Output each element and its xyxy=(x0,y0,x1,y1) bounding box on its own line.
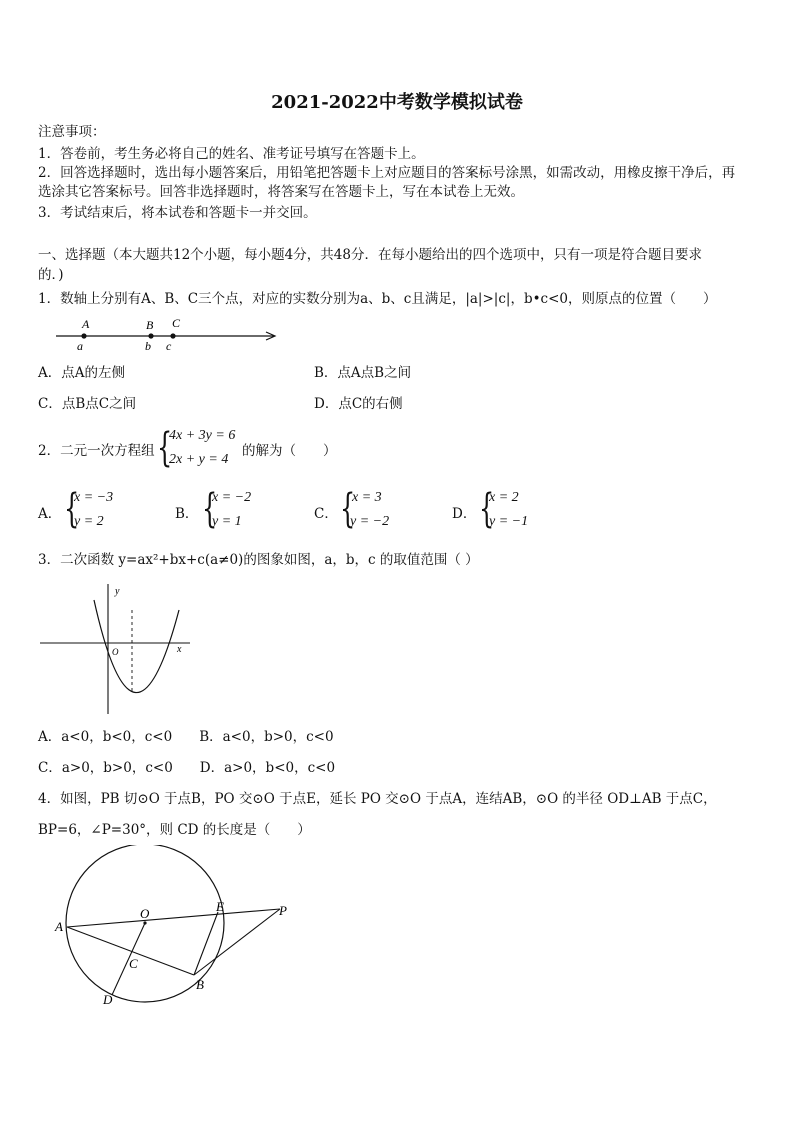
q2-option-d-y: y = −1 xyxy=(489,514,529,529)
circle-tangent-figure xyxy=(50,845,295,1015)
point-c-dot xyxy=(170,333,175,338)
q3-options-row1: A．a<0，b<0，c<0 B．a<0，b>0，c<0 xyxy=(38,729,334,745)
label-a: a xyxy=(77,339,83,353)
label-c: c xyxy=(166,339,172,353)
q4-stem-line1: 4．如图，PB 切⊙O 于点B，PO 交⊙O 于点E，延长 PO 交⊙O 于点A，连结AB，⊙O 的半径 OD⊥AB 于点C， xyxy=(38,791,717,807)
q2-option-d-label: D． xyxy=(452,506,477,522)
label-A: A xyxy=(55,919,63,934)
parabola-curve xyxy=(94,600,179,693)
label-B: B xyxy=(146,318,154,332)
label-D: D xyxy=(103,992,113,1007)
q2-stem-suffix: 的解为（ ） xyxy=(242,443,337,459)
q1-stem: 1．数轴上分别有A、B、C三个点，对应的实数分别为a、b、c且满足，|a|>|c|，b•c<0，则原点的位置（ ） xyxy=(38,291,717,307)
q1-option-b: B．点A点B之间 xyxy=(314,365,412,381)
q2-option-d-x: x = 2 xyxy=(489,490,519,505)
notice-heading: 注意事项： xyxy=(38,124,106,140)
q2-option-b-label: B． xyxy=(175,506,199,522)
brace: { xyxy=(64,486,80,532)
brace: { xyxy=(202,486,218,532)
parabola-figure xyxy=(36,580,196,720)
notice-item: 1．答卷前，考生务必将自己的姓名、准考证号填写在答题卡上。 xyxy=(38,146,425,162)
page-title: 2021-2022中考数学模拟试卷 xyxy=(271,92,523,113)
label-b: b xyxy=(145,339,151,353)
q3-stem: 3．二次函数 y=ax²+bx+c(a≠0)的图象如图，a，b，c 的取值范围（ ） xyxy=(38,552,479,568)
q4-stem-line2: BP=6，∠P=30°，则 CD 的长度是（ ） xyxy=(38,822,311,838)
q2-option-c-label: C． xyxy=(314,506,338,522)
axis-label-y: y xyxy=(115,586,120,597)
label-A: A xyxy=(82,317,90,331)
q3-options-row2: C．a>0，b>0，c<0 D．a>0，b<0，c<0 xyxy=(38,760,336,776)
origin-label: O xyxy=(112,647,119,657)
label-O: O xyxy=(140,906,150,921)
q2-equation-1: 4x + 3y = 6 xyxy=(169,428,236,443)
q2-option-a-y: y = 2 xyxy=(74,514,104,529)
center-dot xyxy=(143,921,146,924)
label-C: C xyxy=(172,316,181,330)
brace: { xyxy=(479,486,495,532)
label-P: P xyxy=(279,903,287,918)
q2-equation-2: 2x + y = 4 xyxy=(169,452,229,467)
notice-item: 2．回答选择题时，选出每小题答案后，用铅笔把答题卡上对应题目的答案标号涂黑，如需改动，用橡皮擦干净后，再 xyxy=(38,165,736,181)
q2-stem-prefix: 2．二元一次方程组 xyxy=(38,443,155,459)
q2-option-b-x: x = −2 xyxy=(212,490,252,505)
number-line-figure xyxy=(52,314,282,354)
section-heading: 一、选择题（本大题共12个小题，每小题4分，共48分．在每小题给出的四个选项中，只有一项是符合题目要求 xyxy=(38,247,702,263)
notice-item: 3．考试结束后，将本试卷和答题卡一并交回。 xyxy=(38,205,317,221)
point-b-dot xyxy=(148,333,153,338)
q2-option-a-label: A． xyxy=(38,506,62,522)
section-heading-cont: 的．) xyxy=(38,267,64,283)
notice-item: 选涂其它答案标号。回答非选择题时，将答案写在答题卡上，写在本试卷上无效。 xyxy=(38,184,524,200)
axis-label-x: x xyxy=(177,644,182,655)
brace: { xyxy=(157,425,173,471)
label-B: B xyxy=(196,977,204,992)
point-a-dot xyxy=(81,333,86,338)
q2-option-b-y: y = 1 xyxy=(212,514,242,529)
brace: { xyxy=(340,486,356,532)
label-E: E xyxy=(216,899,224,914)
q1-option-d: D．点C的右侧 xyxy=(314,396,403,412)
segment-ap xyxy=(67,909,280,927)
q1-option-a: A．点A的左侧 xyxy=(38,365,125,381)
q2-option-c-x: x = 3 xyxy=(352,490,382,505)
label-C: C xyxy=(129,956,138,971)
q1-option-c: C．点B点C之间 xyxy=(38,396,137,412)
q2-option-c-y: y = −2 xyxy=(350,514,390,529)
q2-option-a-x: x = −3 xyxy=(74,490,114,505)
